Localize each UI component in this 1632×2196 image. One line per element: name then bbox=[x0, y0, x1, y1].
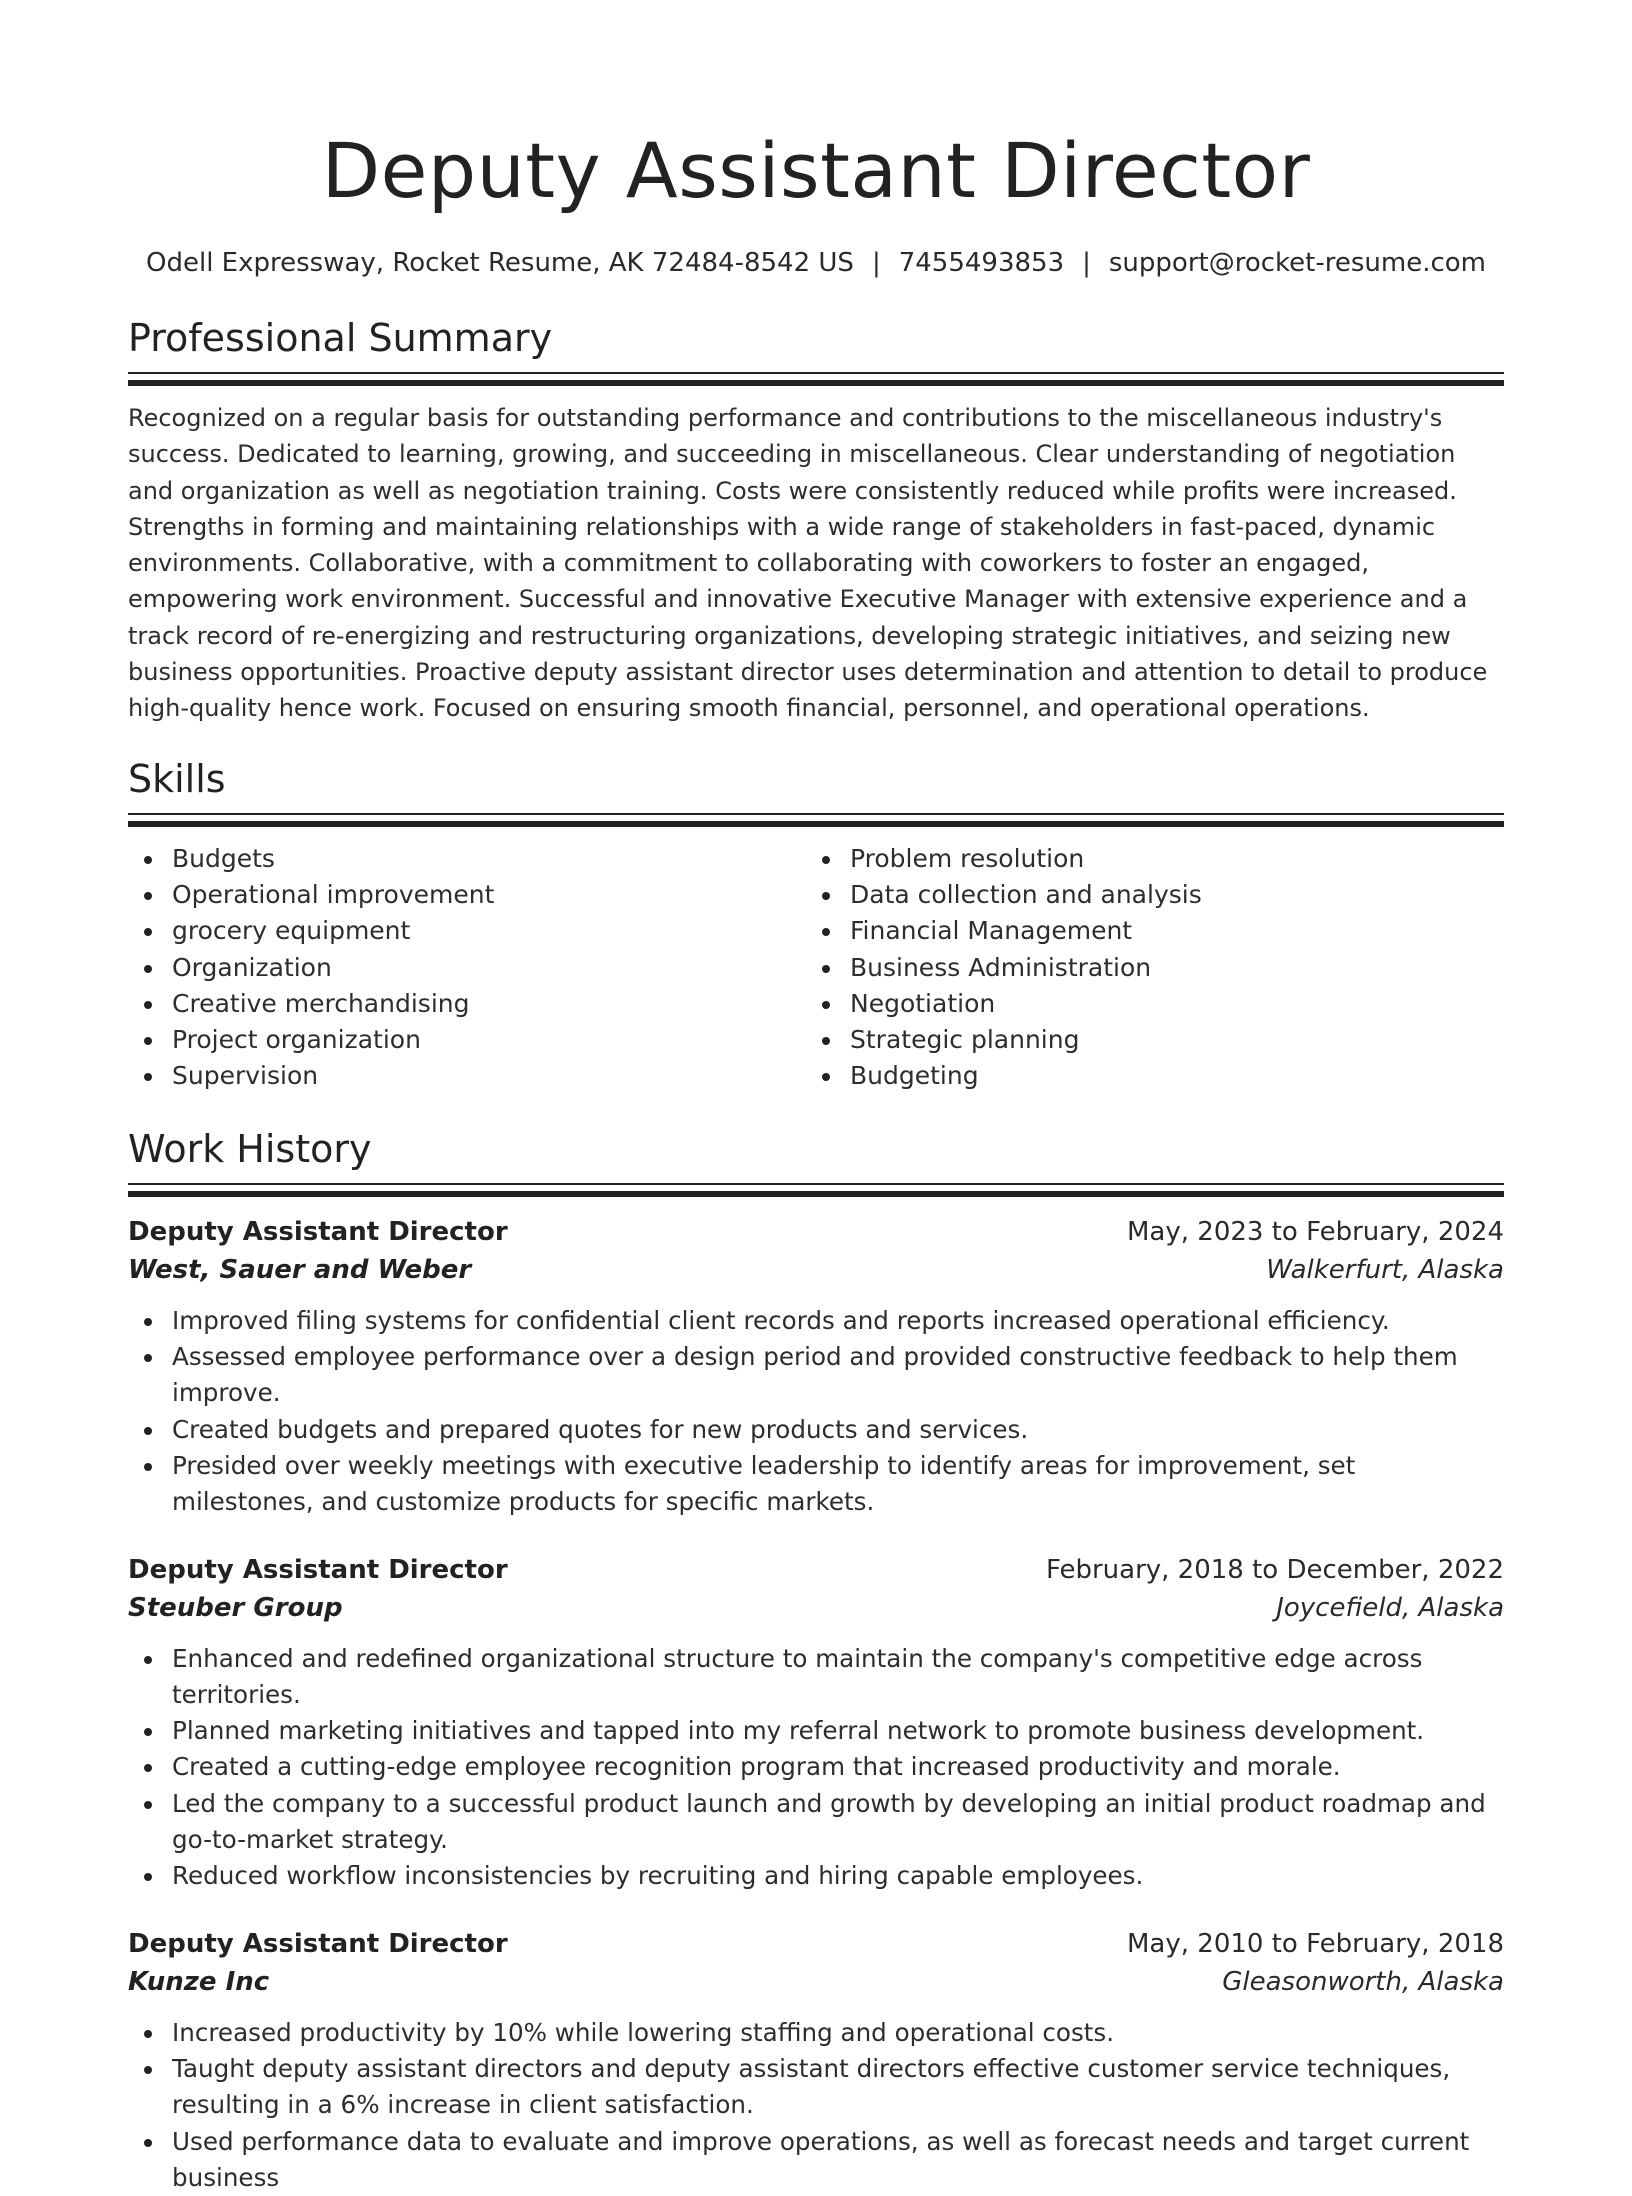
duty-item: Created budgets and prepared quotes for new products and services. bbox=[128, 1412, 1504, 1448]
skill-item: Budgeting bbox=[806, 1058, 1484, 1094]
job-company: West, Sauer and Weber bbox=[128, 1251, 471, 1289]
skill-item: Operational improvement bbox=[128, 877, 806, 913]
skills-column-left bbox=[128, 841, 806, 1095]
job-location: Joycefield, Alaska bbox=[1276, 1589, 1504, 1627]
duty-item: Taught deputy assistant directors and deputy assistant directors effective customer service techniques, resulting in a 6% increase in client satisfaction. bbox=[128, 2051, 1504, 2124]
contact-phone: 7455493853 bbox=[899, 248, 1064, 278]
skill-item: Strategic planning bbox=[806, 1022, 1484, 1058]
contact-email: support@rocket-resume.com bbox=[1109, 248, 1486, 278]
job-header bbox=[128, 1551, 1504, 1589]
job-dates: May, 2023 to February, 2024 bbox=[1127, 1213, 1504, 1251]
job-dates: May, 2010 to February, 2018 bbox=[1127, 1925, 1504, 1963]
skill-item: Data collection and analysis bbox=[806, 877, 1484, 913]
duty-item: Assessed employee performance over a design period and provided constructive feedback to help them improve. bbox=[128, 1339, 1504, 1412]
skill-item: Business Administration bbox=[806, 950, 1484, 986]
skill-item: Supervision bbox=[128, 1058, 806, 1094]
skills-section bbox=[128, 755, 1504, 1095]
contact-line bbox=[128, 245, 1504, 281]
skill-item: Financial Management bbox=[806, 913, 1484, 949]
job-entry bbox=[128, 1551, 1504, 1895]
skill-item: Negotiation bbox=[806, 986, 1484, 1022]
job-title: Deputy Assistant Director bbox=[128, 1925, 508, 1963]
duty-item: Planned marketing initiatives and tapped into my referral network to promote business development. bbox=[128, 1713, 1504, 1749]
resume-page bbox=[128, 0, 1504, 2196]
section-divider bbox=[128, 821, 1504, 827]
summary-section bbox=[128, 314, 1504, 727]
job-header bbox=[128, 1213, 1504, 1251]
skills-column-right bbox=[806, 841, 1484, 1095]
job-duties bbox=[128, 1641, 1504, 1895]
duty-item: Improved filing systems for confidential client records and reports increased operational efficiency. bbox=[128, 1303, 1504, 1339]
skills-heading: Skills bbox=[128, 755, 1504, 803]
summary-heading: Professional Summary bbox=[128, 314, 1504, 362]
job-dates: February, 2018 to December, 2022 bbox=[1046, 1551, 1504, 1589]
job-title: Deputy Assistant Director bbox=[128, 1551, 508, 1589]
job-header bbox=[128, 1925, 1504, 1963]
skill-item: Budgets bbox=[128, 841, 806, 877]
contact-separator: | bbox=[854, 248, 899, 278]
section-divider bbox=[128, 372, 1504, 374]
section-divider bbox=[128, 813, 1504, 815]
summary-text: Recognized on a regular basis for outstanding performance and contributions to the miscellaneous industry's success. Dedicated to learning, growing, and succeeding in miscellaneous. Clear understanding of negotiation and organization as well as negotiation training. Costs were consistently reduced while profits were increased. Strengths in forming and maintaining relationships with a wide range of stakeholders in fast-paced, dynamic environments. Collaborative, with a commitment to collaborating with coworkers to foster an engaged, empowering work environment. Successful and innovative Executive Manager with extensive experience and a track record of re-energizing and restructuring organizations, developing strategic initiatives, and seizing new business opportunities. Proactive deputy assistant director uses determination and attention to detail to produce high-quality hence work. Focused on ensuring smooth financial, personnel, and operational operations. bbox=[128, 400, 1504, 727]
job-location: Walkerfurt, Alaska bbox=[1266, 1251, 1504, 1289]
skill-item: Problem resolution bbox=[806, 841, 1484, 877]
job-location: Gleasonworth, Alaska bbox=[1222, 1963, 1504, 2001]
section-divider bbox=[128, 380, 1504, 386]
job-subheader bbox=[128, 1963, 1504, 2001]
duty-item: Increased productivity by 10% while lowering staffing and operational costs. bbox=[128, 2015, 1504, 2051]
job-subheader bbox=[128, 1589, 1504, 1627]
duty-item: Created a cutting-edge employee recognition program that increased productivity and morale. bbox=[128, 1749, 1504, 1785]
job-entry bbox=[128, 1925, 1504, 2196]
skill-item: Creative merchandising bbox=[128, 986, 806, 1022]
work-history-heading: Work History bbox=[128, 1125, 1504, 1173]
job-company: Steuber Group bbox=[128, 1589, 343, 1627]
work-history-section bbox=[128, 1125, 1504, 2196]
duty-item: Enhanced and redefined organizational structure to maintain the company's competitive edge across territories. bbox=[128, 1641, 1504, 1714]
duty-item: Led the company to a successful product launch and growth by developing an initial product roadmap and go-to-market strategy. bbox=[128, 1786, 1504, 1859]
job-entry bbox=[128, 1213, 1504, 1521]
duty-item: Used performance data to evaluate and improve operations, as well as forecast needs and target current business bbox=[128, 2124, 1504, 2196]
job-duties bbox=[128, 1303, 1504, 1521]
skills-list bbox=[128, 841, 1504, 1095]
skill-item: Project organization bbox=[128, 1022, 806, 1058]
duty-item: Presided over weekly meetings with executive leadership to identify areas for improvement, set milestones, and customize products for specific markets. bbox=[128, 1448, 1504, 1521]
job-duties bbox=[128, 2015, 1504, 2196]
job-title: Deputy Assistant Director bbox=[128, 1213, 508, 1251]
duty-item: Reduced workflow inconsistencies by recruiting and hiring capable employees. bbox=[128, 1858, 1504, 1894]
contact-address: Odell Expressway, Rocket Resume, AK 72484-8542 US bbox=[146, 248, 854, 278]
job-subheader bbox=[128, 1251, 1504, 1289]
skill-item: grocery equipment bbox=[128, 913, 806, 949]
skill-item: Organization bbox=[128, 950, 806, 986]
job-company: Kunze Inc bbox=[128, 1963, 269, 2001]
resume-title: Deputy Assistant Director bbox=[128, 0, 1504, 217]
section-divider bbox=[128, 1191, 1504, 1197]
contact-separator: | bbox=[1064, 248, 1109, 278]
section-divider bbox=[128, 1183, 1504, 1185]
